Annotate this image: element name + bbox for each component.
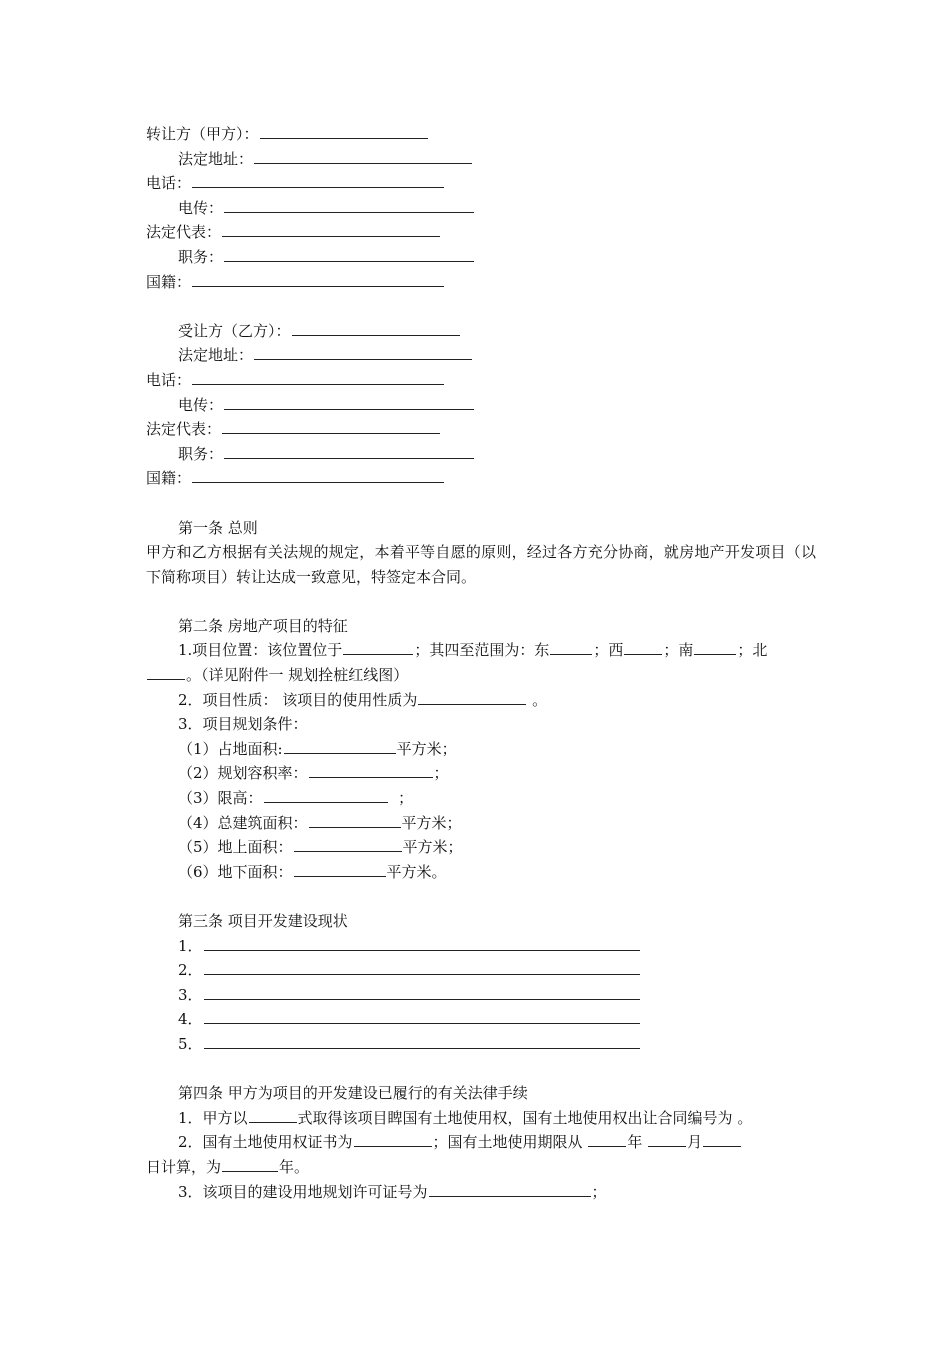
party-a-position-line [146,245,816,270]
status-item-number: 1． [178,936,203,955]
party-b-heading-line [146,319,816,344]
land-area-line [146,737,816,762]
party-b-nationality-field[interactable] [192,468,444,483]
total-area-line [146,811,816,836]
term-year-label: 年 [627,1133,643,1152]
below-ground-label: （6）地下面积： [178,862,293,881]
party-a-nationality-line [146,270,816,295]
party-b-address-label: 法定地址： [178,346,254,365]
party-b-name-field[interactable] [292,321,460,336]
above-ground-unit: 平方米； [402,838,463,857]
party-b-nationality-line [146,466,816,491]
term-label: ；国有土地使用期限从 [432,1133,583,1152]
article-1-title: 第一条 总则 [178,518,258,537]
west-field[interactable] [624,640,662,655]
article-1-body: 甲方和乙方根据有关法规的规定，本着平等自愿的原则，经过各方充分协商，就房地产开发项目（以下简称项目）转让达成一致意见，特签定本合同。 [146,543,816,586]
status-item-4 [146,1007,816,1032]
height-limit-end: ； [398,789,414,808]
far-field[interactable] [309,763,433,778]
south-label: ；南 [663,641,694,660]
above-ground-field[interactable] [294,837,402,852]
party-b-fax-field[interactable] [224,395,474,410]
party-b-phone-field[interactable] [192,370,444,385]
status-item-2 [146,958,816,983]
status-item-number: 4． [178,1010,203,1029]
location-field[interactable] [343,640,413,655]
status-item-field[interactable] [204,936,640,951]
certificate-label: 2．国有土地使用权证书为 [178,1133,353,1152]
north-field[interactable] [147,665,185,680]
planning-permit-end: ； [591,1182,607,1201]
above-ground-label: （5）地上面积： [178,838,293,857]
party-a-rep-line [146,220,816,245]
land-area-unit: 平方米； [396,739,457,758]
project-nature-line [146,688,816,713]
party-b-phone-label: 电话： [146,370,192,389]
below-ground-unit: 平方米。 [386,862,447,881]
party-b-heading: 受让方（乙方）： [178,321,291,340]
party-b-position-line [146,442,816,467]
party-a-position-label: 职务： [178,247,224,266]
plan-conditions-line: 3．项目规划条件： [178,715,308,734]
status-item-field[interactable] [204,1034,640,1049]
acquisition-method-field[interactable] [249,1108,297,1123]
above-ground-line [146,835,816,860]
far-end: ； [433,764,449,783]
acquisition-text: 式取得该项目睥国有土地使用权，国有土地使用权出让合同编号为 。 [297,1108,753,1127]
article-4-title: 第四条 甲方为项目的开发建设已履行的有关法律手续 [178,1084,528,1103]
total-area-label: （4）总建筑面积： [178,813,308,832]
party-b-position-label: 职务： [178,444,224,463]
party-b-fax-line [146,393,816,418]
land-area-field[interactable] [284,739,396,754]
party-a-address-line [146,147,816,172]
article-3-title: 第三条 项目开发建设现状 [178,912,348,930]
below-ground-line [146,860,816,885]
party-b-address-line [146,343,816,368]
status-item-3 [146,983,816,1008]
status-item-field[interactable] [204,1009,640,1024]
north-label: ；北 [737,641,768,660]
certificate-field[interactable] [354,1132,432,1147]
below-ground-field[interactable] [294,862,386,877]
party-a-position-field[interactable] [224,247,474,262]
acquisition-label: 1．甲方以 [178,1108,248,1127]
party-a-phone-field[interactable] [192,173,444,188]
south-field[interactable] [694,640,736,655]
party-a-fax-label: 电传： [178,198,224,217]
party-a-rep-label: 法定代表： [146,223,222,242]
nature-end: 。 [532,690,548,709]
far-line [146,761,816,786]
west-label: ；西 [593,641,624,660]
term-day-field[interactable] [703,1132,741,1147]
party-b-rep-line [146,417,816,442]
article-2-title: 第二条 房地产项目的特征 [178,616,348,635]
total-area-field[interactable] [309,813,401,828]
party-a-nationality-label: 国籍： [146,272,192,291]
height-limit-label: （3）限高： [178,789,263,808]
project-location-line-2 [146,663,816,688]
party-b-phone-line [146,368,816,393]
planning-permit-label: 3．该项目的建设用地规划许可证号为 [178,1182,428,1201]
party-a-fax-line [146,196,816,221]
party-a-address-field[interactable] [254,149,472,164]
status-item-number: 5． [178,1034,203,1053]
party-b-rep-label: 法定代表： [146,420,222,439]
land-certificate-line-2 [146,1155,816,1180]
party-a-heading: 转让方（甲方）： [146,125,259,143]
party-b-position-field[interactable] [224,444,474,459]
location-label: 1.项目位置：该位置位于 [178,641,343,660]
location-note: 。（详见附件一 规划拴桩红线图） [186,666,409,685]
contract-page [146,122,816,1204]
land-area-label: （1）占地面积: [178,739,283,758]
land-acquisition-line [146,1106,816,1131]
party-a-fax-field[interactable] [224,198,474,213]
party-a-nationality-field[interactable] [192,272,444,287]
term-duration-field[interactable] [222,1157,278,1172]
status-item-1 [146,934,816,959]
nature-field[interactable] [418,690,526,705]
status-item-field[interactable] [204,985,640,1000]
planning-permit-line [146,1180,816,1205]
party-a-address-label: 法定地址： [178,149,254,168]
land-certificate-line [146,1130,816,1155]
party-b-fax-label: 电传： [178,395,224,414]
status-item-field[interactable] [204,960,640,975]
term-year-field[interactable] [588,1132,626,1147]
term-day-label: 日计算，为 [146,1157,222,1176]
party-b-rep-field[interactable] [222,419,440,434]
term-month-field[interactable] [648,1132,686,1147]
party-a-phone-label: 电话： [146,174,192,193]
status-item-5 [146,1032,816,1057]
term-month-label: 月 [687,1133,703,1152]
nature-label: 2．项目性质： 该项目的使用性质为 [178,690,418,709]
term-duration-unit: 年。 [279,1157,310,1176]
total-area-unit: 平方米； [401,813,462,832]
planning-permit-field[interactable] [429,1182,591,1197]
east-label: ；其四至范围为：东 [414,641,550,660]
party-a-phone-line [146,171,816,196]
height-limit-field[interactable] [264,788,388,803]
party-a-heading-line [146,122,816,147]
party-b-nationality-label: 国籍： [146,469,192,488]
project-location-line [146,638,816,663]
party-a-name-field[interactable] [260,124,428,139]
far-label: （2）规划容积率： [178,764,308,783]
east-field[interactable] [550,640,592,655]
status-item-number: 3． [178,985,203,1004]
height-limit-line [146,786,816,811]
party-a-rep-field[interactable] [222,222,440,237]
party-b-address-field[interactable] [254,345,472,360]
status-item-number: 2． [178,961,203,980]
